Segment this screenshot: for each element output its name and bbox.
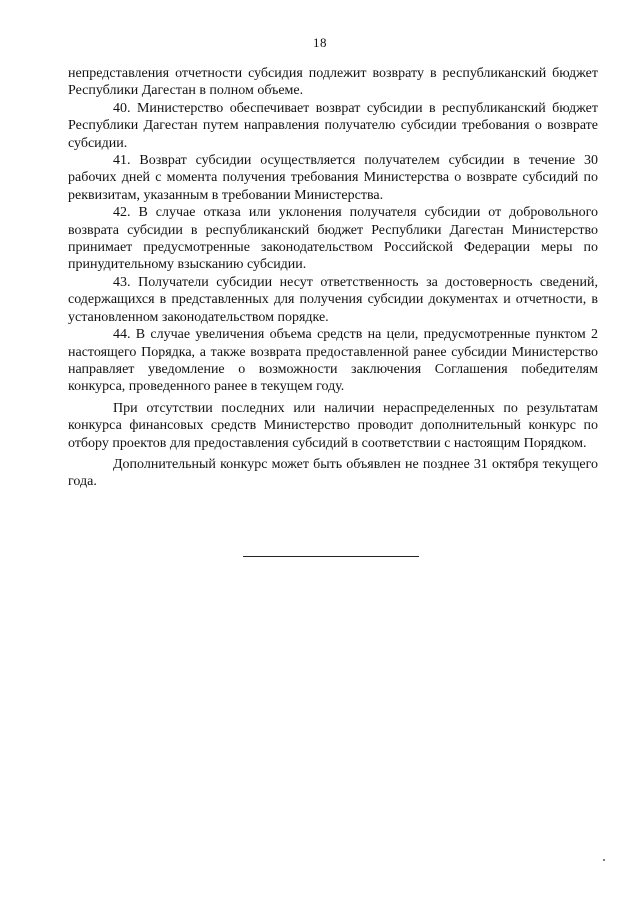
paragraph-additional-contest: При отсутствии последних или наличии нераспределенных по результатам конкурса финансовых средств Министерство проводит дополнительный конкурс по отбору проектов для предоставления субсидий в соответствии с настоящим Порядком.: [68, 400, 598, 451]
scan-speck: [603, 859, 605, 861]
paragraph-44: 44. В случае увеличения объема средств на цели, предусмотренные пунктом 2 настоящего Порядка, а также возврата предоставленной ранее субсидии Министерство направляет уведомление о возможности заключения Соглашения победителям конкурса, проведенного ранее в текущем году.: [68, 327, 598, 395]
paragraph-42: 42. В случае отказа или уклонения получателя субсидии от добровольного возврата субсидии в республиканский бюджет Республики Дагестан Министерство принимает предусмотренные законодательством Российской Федерации меры по принудительному взысканию субсидии.: [68, 205, 598, 273]
paragraph-40: 40. Министерство обеспечивает возврат субсидии в республиканский бюджет Республики Дагестан путем направления получателю субсидии требования о возврате субсидии.: [68, 100, 598, 151]
page-number: 18: [313, 35, 327, 50]
document-body: [68, 65, 598, 491]
end-divider-line: [243, 556, 419, 557]
paragraph-41: 41. Возврат субсидии осуществляется получателем субсидии в течение 30 рабочих дней с момента получения требования Министерства о возврате субсидий по реквизитам, указанным в требовании Министерства.: [68, 153, 598, 203]
paragraph-continuation: непредставления отчетности субсидия подлежит возврату в республиканский бюджет Республики Дагестан в полном объеме.: [68, 66, 598, 99]
paragraph-contest-deadline: Дополнительный конкурс может быть объявлен не позднее 31 октября текущего года.: [68, 456, 598, 490]
paragraph-43: 43. Получатели субсидии несут ответственность за достоверность сведений, содержащихся в представленных для получения субсидии документах и отчетности, в установленном законодательством порядке.: [68, 274, 598, 325]
